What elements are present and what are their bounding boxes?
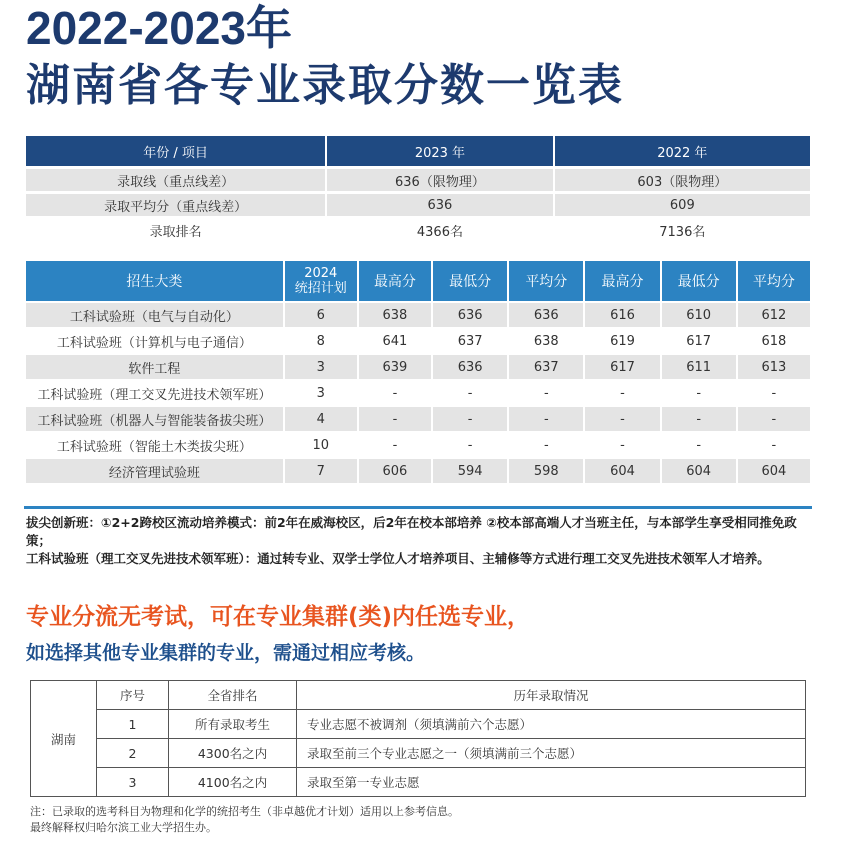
major-value: 619 [585,329,659,353]
major-value: - [433,407,507,431]
major-value: 618 [738,329,810,353]
major-name: 工科试验班（电气与自动化） [26,303,283,327]
major-value: 641 [359,329,431,353]
summary-cell: 603（限物理） [555,169,810,191]
major-value: 616 [585,303,659,327]
major-value: 610 [662,303,736,327]
summary-cell: 7136名 [555,219,810,241]
divider [24,506,812,509]
major-value: 606 [359,459,431,483]
major-value: - [359,381,431,405]
rank-cell: 4100名之内 [169,768,297,797]
major-value: - [662,407,736,431]
page-title: 湖南省各专业录取分数一览表 [26,60,624,111]
summary-cell: 636（限物理） [327,169,552,191]
major-value: 638 [509,329,583,353]
majors-header: 招生大类 [26,261,283,301]
major-value: 611 [662,355,736,379]
summary-header: 年份 / 项目 [26,136,325,166]
rank-province: 湖南 [31,681,97,797]
majors-row [26,303,810,327]
summary-header: 2023 年 [327,136,552,166]
major-value: - [585,381,659,405]
note-paragraph: 工科试验班（理工交叉先进技术领军班）：通过转专业、双学士学位人才培养项目、主辅修等方式进行理工交叉先进技术领军人才培养。 [26,551,770,566]
major-value: - [359,433,431,457]
highlight-line: 专业分流无考试，可在专业集群(类)内任选专业， [26,604,531,630]
rank-cell: 1 [97,710,169,739]
rank-table [30,680,806,797]
major-value: - [433,433,507,457]
rank-cell: 4300名之内 [169,739,297,768]
major-name: 工科试验班（智能土木类拔尖班） [26,433,283,457]
major-value: 639 [359,355,431,379]
major-value: 637 [509,355,583,379]
major-value: 636 [433,303,507,327]
major-name: 经济管理试验班 [26,459,283,483]
rank-cell: 录取至第一专业志愿 [297,768,806,797]
majors-row [26,381,810,405]
major-value: 617 [662,329,736,353]
major-value: 604 [662,459,736,483]
summary-cell: 636 [327,194,552,216]
majors-header-plan: 2024 统招计划 [285,261,357,301]
note-paragraph: 拔尖创新班：①2+2跨校区流动培养模式：前2年在威海校区，后2年在校本部培养 ②校本部高端人才当班主任，与本部学生享受相同推免政策； [26,515,797,548]
major-value: - [509,407,583,431]
major-value: - [433,381,507,405]
major-value: 604 [738,459,810,483]
major-value: - [738,433,810,457]
rank-cell: 所有录取考生 [169,710,297,739]
summary-cell: 录取线（重点线差） [26,169,325,191]
majors-header: 最低分 [662,261,736,301]
majors-row [26,407,810,431]
major-value: 636 [509,303,583,327]
rank-cell: 录取至前三个专业志愿之一（须填满前三个志愿） [297,739,806,768]
majors-table [24,259,812,485]
major-value: - [359,407,431,431]
major-name: 工科试验班（计算机与电子通信） [26,329,283,353]
major-value: 3 [285,355,357,379]
major-value: 617 [585,355,659,379]
major-value: 638 [359,303,431,327]
major-name: 软件工程 [26,355,283,379]
major-value: 636 [433,355,507,379]
major-name: 工科试验班（理工交叉先进技术领军班） [26,381,283,405]
footer-line: 注：已录取的选考科目为物理和化学的统招考生（非卓越优才计划）适用以上参考信息。 [30,805,459,818]
footer-line: 最终解释权归哈尔滨工业大学招生办。 [30,821,217,834]
summary-table [24,133,812,244]
major-value: - [585,407,659,431]
rank-cell: 2 [97,739,169,768]
rank-cell: 专业志愿不被调剂（须填满前六个志愿） [297,710,806,739]
majors-header: 平均分 [509,261,583,301]
major-value: - [662,381,736,405]
footer-note [30,804,459,836]
rank-cell: 3 [97,768,169,797]
major-value: - [585,433,659,457]
majors-row [26,355,810,379]
majors-row [26,459,810,483]
major-value: 612 [738,303,810,327]
majors-header: 平均分 [738,261,810,301]
major-value: 613 [738,355,810,379]
rank-header: 序号 [97,681,169,710]
major-value: - [509,381,583,405]
major-value: - [738,407,810,431]
rank-header: 全省排名 [169,681,297,710]
majors-row [26,433,810,457]
highlight-line: 如选择其他专业集群的专业，需通过相应考核。 [26,642,426,664]
major-value: - [662,433,736,457]
majors-header: 最低分 [433,261,507,301]
major-value: 4 [285,407,357,431]
majors-header: 最高分 [585,261,659,301]
major-value: - [509,433,583,457]
major-value: 594 [433,459,507,483]
major-value: 6 [285,303,357,327]
majors-header: 最高分 [359,261,431,301]
major-value: 598 [509,459,583,483]
major-value: 637 [433,329,507,353]
major-value: 10 [285,433,357,457]
summary-cell: 录取平均分（重点线差） [26,194,325,216]
major-value: 604 [585,459,659,483]
major-value: - [738,381,810,405]
major-name: 工科试验班（机器人与智能装备拔尖班） [26,407,283,431]
page-title-year: 2022-2023年 [26,2,292,54]
majors-row [26,329,810,353]
major-value: 8 [285,329,357,353]
notes [26,514,816,568]
summary-cell: 609 [555,194,810,216]
summary-cell: 4366名 [327,219,552,241]
major-value: 3 [285,381,357,405]
summary-cell: 录取排名 [26,219,325,241]
rank-header: 历年录取情况 [297,681,806,710]
major-value: 7 [285,459,357,483]
summary-header: 2022 年 [555,136,810,166]
